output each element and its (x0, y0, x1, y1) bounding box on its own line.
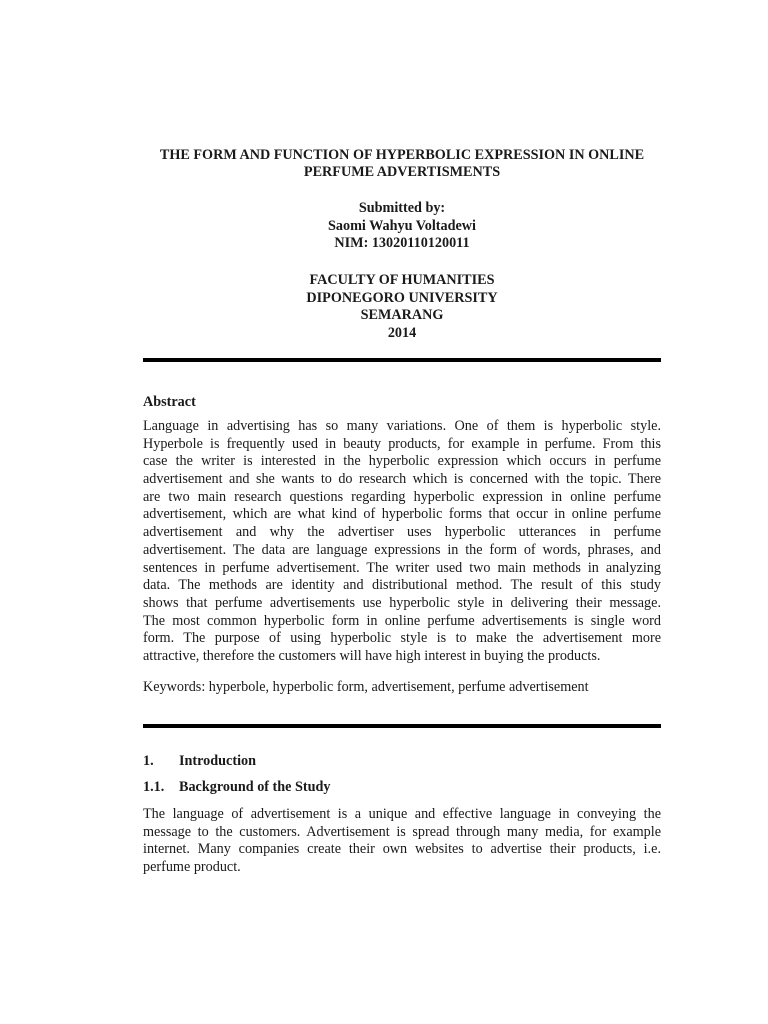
introduction-paragraph (143, 806, 661, 877)
abstract-line: shows that perfume advertisements use hyperbolic style in delivering their message. (143, 594, 661, 611)
abstract-heading: Abstract (143, 394, 196, 410)
abstract-line: are two main research questions regarding hyperbolic expression in online perfume (143, 488, 661, 505)
student-id: NIM: 13020110120011 (334, 235, 470, 251)
paper-title-line-2: PERFUME ADVERTISMENTS (303, 164, 501, 180)
submission-block (143, 200, 661, 253)
section-number: 1. (143, 753, 154, 769)
subsection-heading-background (143, 779, 331, 796)
paragraph-line: message to the customers. Advertisement is spread through many media, for example (143, 823, 661, 840)
abstract-line: form. The purpose of using hyperbolic style is to make the advertisement more (143, 630, 661, 647)
subsection-number: 1.1. (143, 779, 165, 795)
faculty-name: FACULTY OF HUMANITIES (309, 272, 495, 288)
section-title: Introduction (179, 753, 256, 769)
university-name: DIPONEGORO UNIVERSITY (306, 289, 498, 306)
section-heading-introduction (143, 753, 256, 770)
abstract-line: sentences in perfume advertisement. The writer used two main methods in analyzing (143, 559, 661, 576)
paragraph-line: perfume product. (143, 859, 241, 876)
subsection-title: Background of the Study (179, 779, 331, 795)
abstract-line: advertisement and she wants to do research which is concerned with the topic. There (143, 471, 661, 488)
abstract-line: The most common hyperbolic form in online perfume advertisements is single word (143, 612, 661, 629)
submitted-by-label: Submitted by: (358, 200, 446, 216)
city-name: SEMARANG (360, 307, 444, 323)
abstract-line: Language in advertising has so many variations. One of them is hyperbolic style. (143, 418, 661, 434)
horizontal-divider (143, 358, 661, 362)
abstract-line: advertisement and why the advertiser uses hyperbolic utterances in perfume (143, 524, 661, 541)
abstract-line: case the writer is interested in the hyperbolic expression which occurs in perfume (143, 453, 661, 470)
abstract-line: advertisement, which are what kind of hyperbolic forms that occur in online perfume (143, 506, 661, 523)
horizontal-divider (143, 724, 661, 728)
abstract-line: advertisement. The data are language expressions in the form of words, phrases, and (143, 541, 661, 558)
abstract-line: Hyperbole is frequently used in beauty products, for example in perfume. From this (143, 435, 661, 452)
year: 2014 (387, 324, 417, 341)
author-name: Saomi Wahyu Voltadewi (328, 217, 476, 234)
paper-title (143, 147, 661, 181)
paragraph-line: The language of advertisement is a unique and effective language in conveying the (143, 806, 661, 822)
paragraph-line: internet. Many companies create their own websites to advertise their products, i.e. (143, 841, 661, 858)
paper-title-line-1: THE FORM AND FUNCTION OF HYPERBOLIC EXPRESSION IN ONLINE (159, 147, 645, 163)
abstract-body (143, 418, 661, 666)
institution-block (143, 272, 661, 342)
keywords: Keywords: hyperbole, hyperbolic form, advertisement, perfume advertisement (143, 679, 589, 695)
abstract-line: data. The methods are identity and distributional method. The result of this study (143, 577, 661, 594)
abstract-line: attractive, therefore the customers will have high interest in buying the products. (143, 647, 601, 664)
